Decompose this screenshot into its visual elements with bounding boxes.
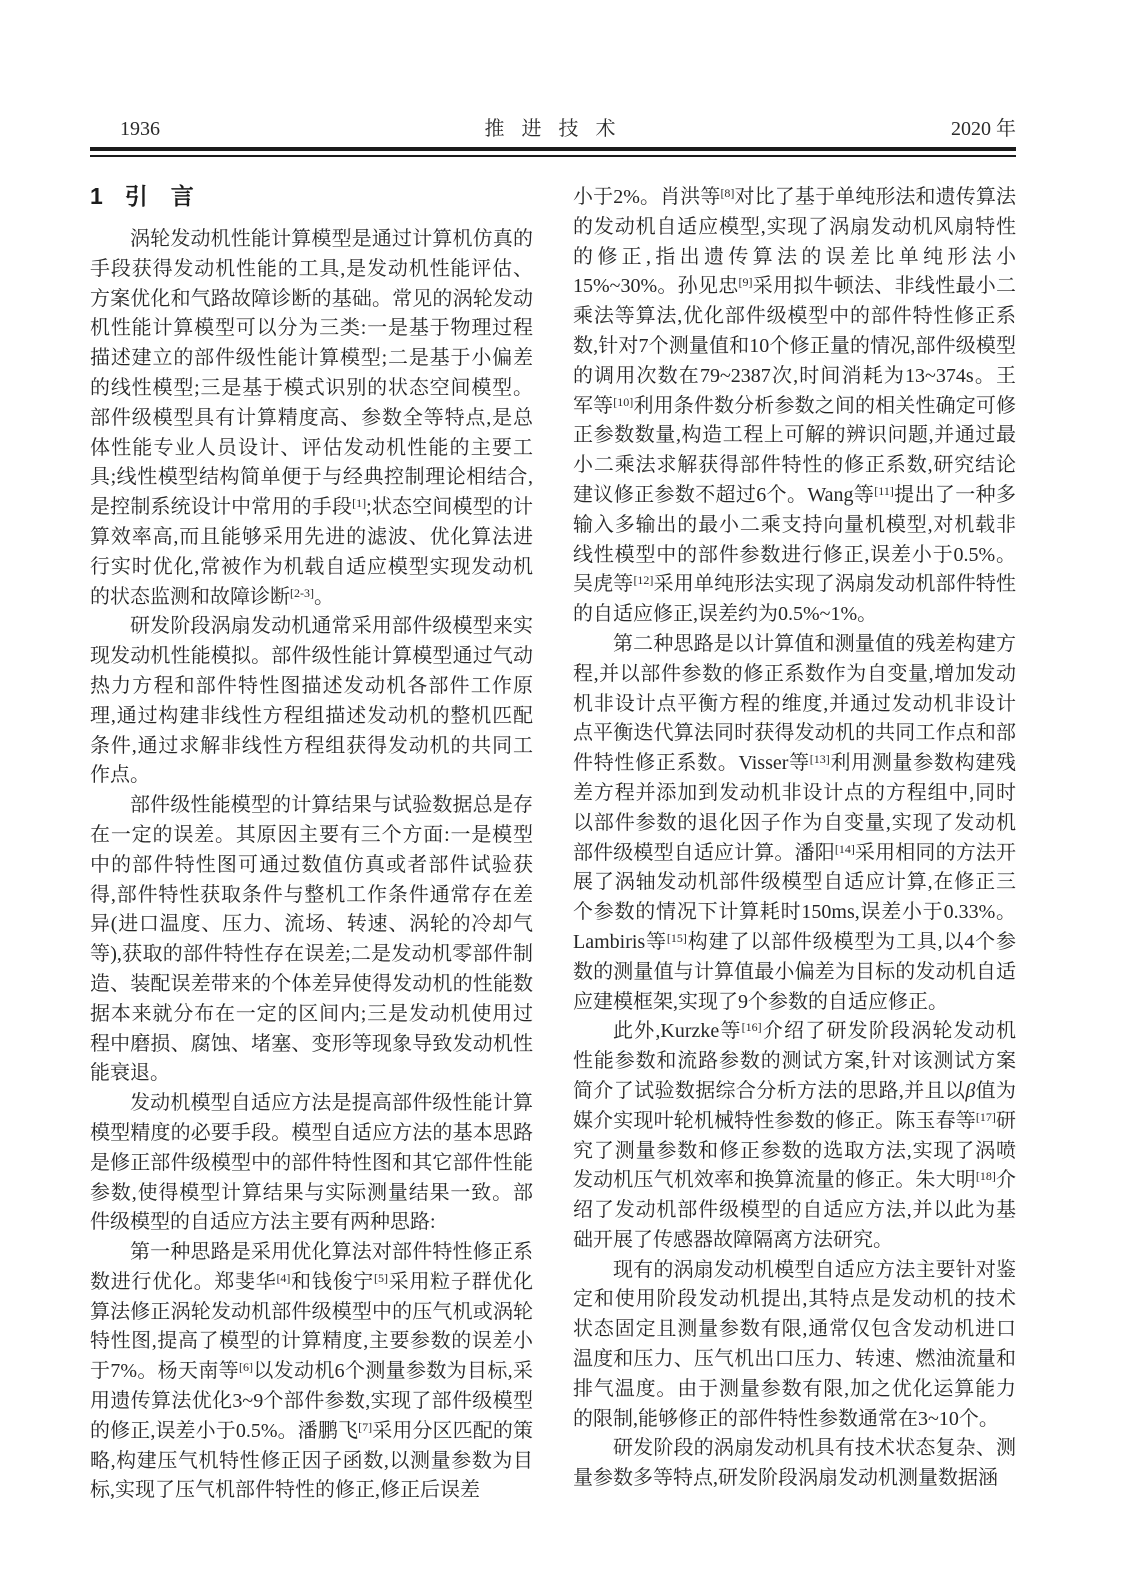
- citation-ref: [18]: [975, 1169, 996, 1184]
- page-header: [90, 0, 1016, 141]
- paragraph: 研发阶段涡扇发动机通常采用部件级模型来实现发动机性能模拟。部件级性能计算模型通过气动热力方程和部件特性图描述发动机各部件工作原理,通过构建非线性方程组描述发动机的整机匹配条件,通过求解非线性方程组获得发动机的共同工作点。: [90, 615, 533, 787]
- header-rule: [90, 147, 1016, 157]
- paragraph: 现有的涡扇发动机模型自适应方法主要针对鉴定和使用阶段发动机提出,其特点是发动机的技术状态固定且测量参数有限,通常仅包含发动机进口温度和压力、压气机出口压力、转速、燃油流量和排气温度。由于测量参数有限,加之优化运算能力的限制,能够修正的部件特性参数通常在3~10个。: [573, 1258, 1016, 1430]
- right-column-paragraphs: [573, 183, 1016, 1494]
- citation-ref: [13]: [809, 752, 830, 767]
- citation-ref: [12]: [633, 573, 654, 588]
- left-column: [90, 183, 533, 1506]
- citation-ref: [14]: [834, 841, 855, 856]
- paragraph: 小于2%。肖洪等[8]对比了基于单纯形法和遗传算法的发动机自适应模型,实现了涡扇发动机风扇特性的修正,指出遗传算法的误差比单纯形法小15%~30%。孙见忠[9]采用拟牛顿法、非线性最小二乘法等算法,优化部件级模型中的部件特性修正系数,针对7个测量值和10个修正量的情况,部件级模型的调用次数在79~2387次,时间消耗为13~374s。王军等[10]利用条件数分析参数之间的相关性确定可修正参数数量,构造工程上可解的辨识问题,并通过最小二乘法求解获得部件特性的修正系数,研究结论建议修正参数不超过6个。Wang等[11]提出了一种多输入多输出的最小二乘支持向量机模型,对机载非线性模型中的部件参数进行修正,误差小于0.5%。吴虎等[12]采用单纯形法实现了涡扇发动机部件特性的自适应修正,误差约为0.5%~1%。: [573, 186, 1017, 626]
- header-rule-thick: [90, 147, 1016, 151]
- citation-ref: [1]: [352, 496, 367, 511]
- left-column-paragraphs: [90, 225, 533, 1506]
- paragraph: 发动机模型自适应方法是提高部件级性能计算模型精度的必要手段。模型自适应方法的基本思路是修正部件级模型中的部件特性图和其它部件性能参数,使得模型计算结果与实际测量结果一致。部件级模型的自适应方法主要有两种思路:: [90, 1092, 533, 1234]
- citation-ref: [17]: [975, 1109, 996, 1124]
- article-body: [90, 183, 1016, 1506]
- paragraph: 第二种思路是以计算值和测量值的残差构建方程,并以部件参数的修正系数作为自变量,增加发动机非设计点平衡方程的维度,并通过发动机非设计点平衡迭代算法同时获得发动机的共同工作点和部件特性修正系数。Visser等[13]利用测量参数构建残差方程并添加到发动机非设计点的方程组中,同时以部件参数的退化因子作为自变量,实现了发动机部件级模型自适应计算。潘阳[14]采用相同的方法开展了涡轴发动机部件级模型自适应计算,在修正三个参数的情况下计算耗时150ms,误差小于0.33%。Lambiris等[15]构建了以部件级模型为工具,以4个参数的测量值与计算值最小偏差为目标的发动机自适应建模框架,实现了9个参数的自适应修正。: [573, 632, 1017, 1013]
- citation-ref: [6]: [239, 1360, 253, 1375]
- paragraph: 研发阶段的涡扇发动机具有技术状态复杂、测量参数多等特点,研发阶段涡扇发动机测量数据涵: [573, 1437, 1016, 1490]
- header-rule-thin: [90, 155, 1016, 157]
- paragraph: 第一种思路是采用优化算法对部件特性修正系数进行优化。郑斐华[4]和钱俊宁[5]采用粒子群优化算法修正涡轮发动机部件级模型中的压气机或涡轮特性图,提高了模型的计算精度,主要参数的误差小于7%。杨天南等[6]以发动机6个测量参数为目标,采用遗传算法优化3~9个部件参数,实现了部件级模型的修正,误差小于0.5%。潘鹏飞[7]采用分区匹配的策略,构建压气机特性修正因子函数,以测量参数为目标,实现了压气机部件特性的修正,修正后误差: [90, 1241, 534, 1502]
- italic-symbol: β: [965, 1079, 976, 1102]
- citation-ref: [16]: [741, 1020, 762, 1035]
- section-heading: [90, 183, 533, 210]
- citation-ref: [4]: [276, 1270, 291, 1285]
- section-number: 1: [90, 183, 103, 209]
- right-column: [573, 183, 1016, 1506]
- citation-ref: [15]: [666, 930, 687, 945]
- paragraph: 部件级性能模型的计算结果与试验数据总是存在一定的误差。其原因主要有三个方面:一是模型中的部件特性图可通过数值仿真或者部件试验获得,部件特性获取条件与整机工作条件通常存在差异(进口温度、压力、流场、转速、涡轮的冷却气等),获取的部件特性存在误差;二是发动机零部件制造、装配误差带来的个体差异使得发动机的性能数据本来就分布在一定的区间内;三是发动机使用过程中磨损、腐蚀、堵塞、变形等现象导致发动机性能衰退。: [90, 794, 533, 1085]
- paragraph: 涡轮发动机性能计算模型是通过计算机仿真的手段获得发动机性能的工具,是发动机性能评估、方案优化和气路故障诊断的基础。常见的涡轮发动机性能计算模型可以分为三类:一是基于物理过程描述建立的部件级性能计算模型;二是基于小偏差的线性模型;三是基于模式识别的状态空间模型。部件级模型具有计算精度高、参数全等特点,是总体性能专业人员设计、评估发动机性能的主要工具;线性模型结构简单便于与经典控制理论相结合,是控制系统设计中常用的手段[1];状态空间模型的计算效率高,而且能够采用先进的滤波、优化算法进行实时优化,常被作为机载自适应模型实现发动机的状态监测和故障诊断[2-3]。: [90, 228, 534, 608]
- citation-ref: [9]: [738, 275, 753, 290]
- header-page-number: 1936: [120, 118, 160, 140]
- citation-ref: [7]: [358, 1419, 373, 1434]
- citation-ref: [5]: [374, 1270, 389, 1285]
- section-title: 引 言: [124, 183, 194, 209]
- paragraph: 此外,Kurzke等[16]介绍了研发阶段涡轮发动机性能参数和流路参数的测试方案,针对该测试方案简介了试验数据综合分析方法的思路,并且以β值为媒介实现叶轮机械特性参数的修正。陈玉春等[17]研究了测量参数和修正参数的选取方法,实现了涡喷发动机压气机效率和换算流量的修正。朱大明[18]介绍了发动机部件级模型的自适应方法,并以此为基础开展了传感器故障隔离方法研究。: [573, 1020, 1017, 1251]
- header-year: 2020 年: [951, 118, 1016, 140]
- citation-ref: [11]: [874, 483, 894, 498]
- citation-ref: [10]: [613, 394, 634, 409]
- header-journal-title: 推 进 技 术: [484, 118, 622, 140]
- citation-ref: [8]: [720, 186, 735, 200]
- citation-ref: [2-3]: [290, 585, 314, 600]
